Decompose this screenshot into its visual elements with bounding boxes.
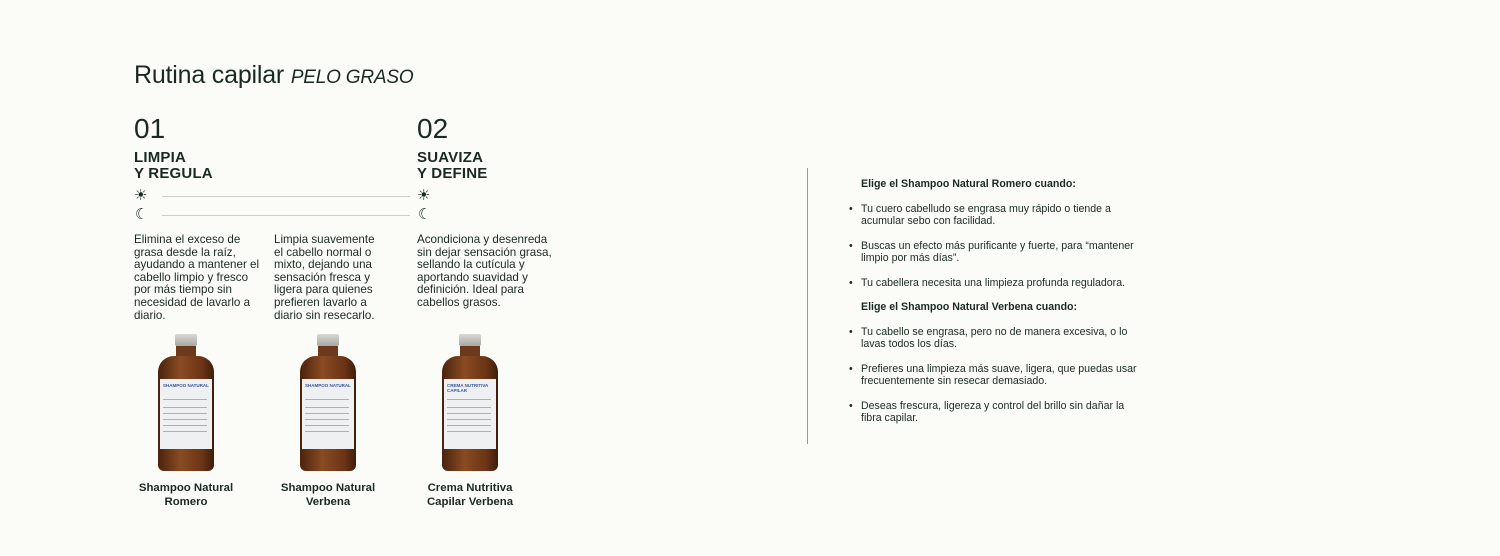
sun-icon: ☀ [134, 187, 148, 204]
step-heading-line2: Y REGULA [134, 165, 213, 182]
list-item: • Prefieres una limpieza más suave, ligera, que puedas usar frecuentemente sin resecar demasiado. [849, 363, 1141, 388]
product-bottle-image [156, 334, 216, 474]
product-name [258, 481, 398, 509]
list-item: • Tu cabello se engrasa, pero no de manera excesiva, o lo lavas todos los días. [849, 326, 1141, 351]
step-number: 01 [134, 113, 166, 144]
product-name-line2: Capilar Verbena [426, 496, 514, 508]
product-bottle-image [298, 334, 358, 474]
title-main: Rutina capilar [134, 61, 285, 89]
page-title [134, 60, 413, 93]
bottle-label-text: SHAMPOO NATURAL [305, 383, 351, 388]
romero-guide-list [849, 203, 1141, 289]
timeline-line-night [162, 215, 410, 216]
list-item: • Deseas frescura, ligereza y control del brillo sin dañar la fibra capilar. [849, 400, 1141, 425]
product-name-line1: Shampoo Natural [138, 482, 234, 494]
product-name [400, 481, 540, 509]
moon-icon: ☾ [135, 206, 149, 223]
product-description: Elimina el exceso de grasa desde la raíz, ayudando a mantener el cabello limpio y fresco por más tiempo sin necesidad de lavarlo a diario. [134, 233, 260, 322]
product-bottle-image [440, 334, 500, 474]
moon-icon: ☾ [418, 206, 432, 223]
product-name-line1: Shampoo Natural [280, 482, 376, 494]
product-name-line1: Crema Nutritiva [427, 482, 513, 494]
step-number: 02 [417, 113, 449, 144]
product-name-line2: Verbena [305, 496, 351, 508]
title-sub: PELO GRASO [290, 67, 414, 88]
product-description: Limpia suavemente el cabello normal o mixto, dejando una sensación fresca y ligera para quienes prefieren lavarlo a diario sin resecarlo. [274, 233, 375, 322]
product-description: Acondiciona y desenreda sin dejar sensación grasa, sellando la cutícula y aportando suavidad y definición. Ideal para cabellos grasos. [417, 233, 552, 309]
step-heading [134, 150, 213, 182]
vertical-divider [807, 168, 808, 444]
list-item: • Tu cuero cabelludo se engrasa muy rápido o tiende a acumular sebo con facilidad. [849, 203, 1141, 228]
list-item: • Tu cabellera necesita una limpieza profunda reguladora. [849, 277, 1141, 289]
list-item: • Buscas un efecto más purificante y fuerte, para “mantener limpio por más días”. [849, 240, 1141, 265]
product-name [116, 481, 256, 509]
product-guide [849, 178, 1141, 436]
step-heading-line1: SUAVIZA [417, 149, 484, 166]
step-heading-line1: LIMPIA [134, 149, 187, 166]
timeline-line-day [162, 196, 410, 197]
sun-icon: ☀ [417, 187, 431, 204]
verbena-guide-list [849, 326, 1141, 424]
romero-guide-title: Elige el Shampoo Natural Romero cuando: [861, 178, 1076, 190]
bottle-label-text: SHAMPOO NATURAL [163, 383, 209, 388]
step-heading-line2: Y DEFINE [417, 165, 488, 182]
verbena-guide-title: Elige el Shampoo Natural Verbena cuando: [861, 301, 1078, 314]
product-name-line2: Romero [164, 496, 208, 508]
bottle-label-text: CREMA NUTRITIVA CAPILAR [447, 383, 489, 393]
step-heading [417, 150, 488, 182]
